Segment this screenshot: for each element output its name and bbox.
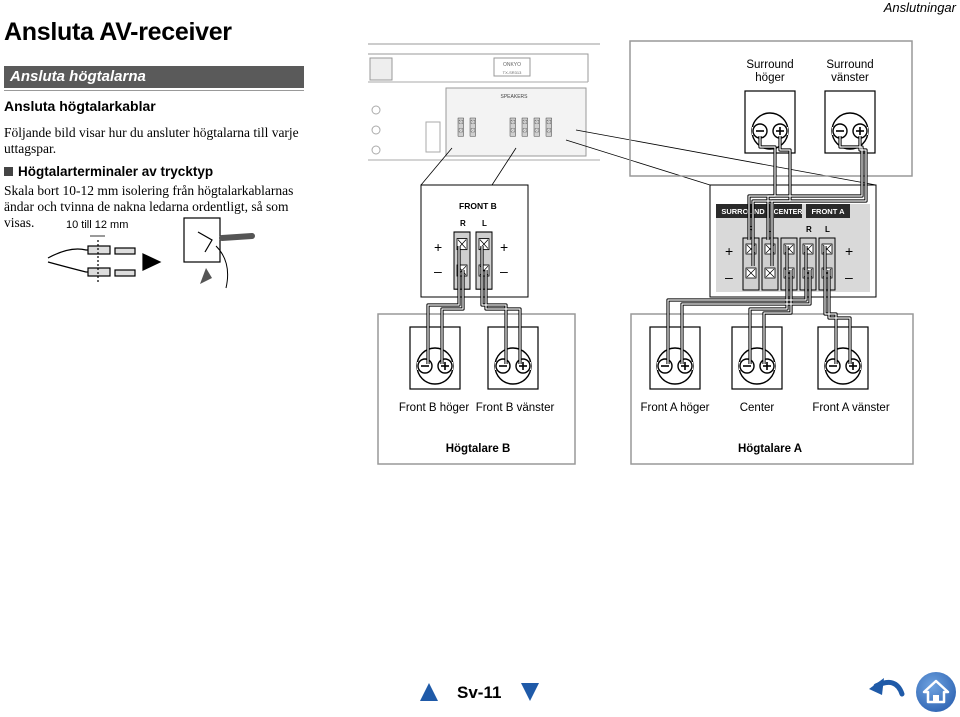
speaker-front-a-right xyxy=(650,327,700,389)
speaker-center xyxy=(732,327,782,389)
wire-strip-illustration xyxy=(48,218,252,288)
triangle-up-icon[interactable] xyxy=(420,683,438,701)
speaker-front-b-left xyxy=(488,327,538,389)
surround-left-label-line2: vänster xyxy=(831,72,869,84)
main-minus-left: – xyxy=(725,269,733,285)
surround-panel-label: SURROUND xyxy=(721,207,765,216)
surround-right-label-line2: höger xyxy=(755,72,785,84)
front-b-l-label: L xyxy=(482,219,487,228)
surround-left-label-line1: Surround xyxy=(826,59,874,71)
main-plus-right: + xyxy=(845,243,854,259)
strip-length-label: 10 till 12 mm xyxy=(66,219,129,231)
receiver-back-panel xyxy=(368,44,600,160)
page-number: Sv-11 xyxy=(457,683,502,702)
surround-r-label: R xyxy=(748,225,754,234)
surround-left-label xyxy=(826,59,873,84)
terminal-heading-label: Högtalarterminaler av trycktyp xyxy=(18,164,214,179)
center-panel-label: CENTER xyxy=(773,209,803,216)
front-b-right-label: Front B höger xyxy=(398,402,470,414)
speaker-front-b-right xyxy=(410,327,460,389)
section-tag: Anslutningar xyxy=(883,0,956,15)
speakers-a-label: Högtalare A xyxy=(737,443,803,455)
main-minus-right: – xyxy=(845,269,853,285)
main-plus-left: + xyxy=(725,243,734,259)
subsection-title: Ansluta högtalarna xyxy=(4,66,304,88)
front-a-panel-label: FRONT A xyxy=(811,207,845,216)
front-a-r-label: R xyxy=(806,225,812,234)
cable-heading: Ansluta högtalarkablar xyxy=(4,98,156,114)
front-a-l-label: L xyxy=(825,225,830,234)
surround-right-label xyxy=(746,59,793,84)
speakers-panel-label: SPEAKERS xyxy=(500,94,528,100)
front-b-plus-left: + xyxy=(434,239,443,255)
front-b-r-label: R xyxy=(460,219,466,228)
speaker-surround-right xyxy=(745,91,795,153)
front-b-minus-right: – xyxy=(500,263,508,279)
front-b-terminal-panel xyxy=(421,185,528,297)
speaker-front-a-left xyxy=(818,327,868,389)
return-arrow-icon[interactable] xyxy=(869,678,902,695)
receiver-model: TX-SR313 xyxy=(502,70,522,75)
center-label: Center xyxy=(739,402,775,414)
page-title: Ansluta AV-receiver xyxy=(4,18,232,46)
surround-right-label-line1: Surround xyxy=(746,59,794,71)
front-b-left-label: Front B vänster xyxy=(475,402,555,414)
receiver-brand: ONKYO xyxy=(502,62,522,68)
front-a-right-label: Front A höger xyxy=(640,402,710,414)
surround-l-label: L xyxy=(767,225,772,234)
front-a-left-label: Front A vänster xyxy=(812,402,890,414)
strip-instruction: Skala bort 10-12 mm isolering från högtalarkablarnas ändar och tvinna de nakna ledarna ordentligt, så som visas. xyxy=(4,183,294,230)
front-b-panel-label: FRONT B xyxy=(459,201,497,211)
home-icon[interactable] xyxy=(916,672,956,712)
home-house-glyph xyxy=(916,672,956,712)
speaker-surround-left xyxy=(825,91,875,153)
intro-text: Följande bild visar hur du ansluter högtalarna till varje uttagspar. xyxy=(4,125,299,156)
triangle-down-icon[interactable] xyxy=(521,683,539,701)
front-b-plus-right: + xyxy=(500,239,509,255)
speakers-b-label: Högtalare B xyxy=(445,443,511,455)
front-b-minus-left: – xyxy=(434,263,442,279)
